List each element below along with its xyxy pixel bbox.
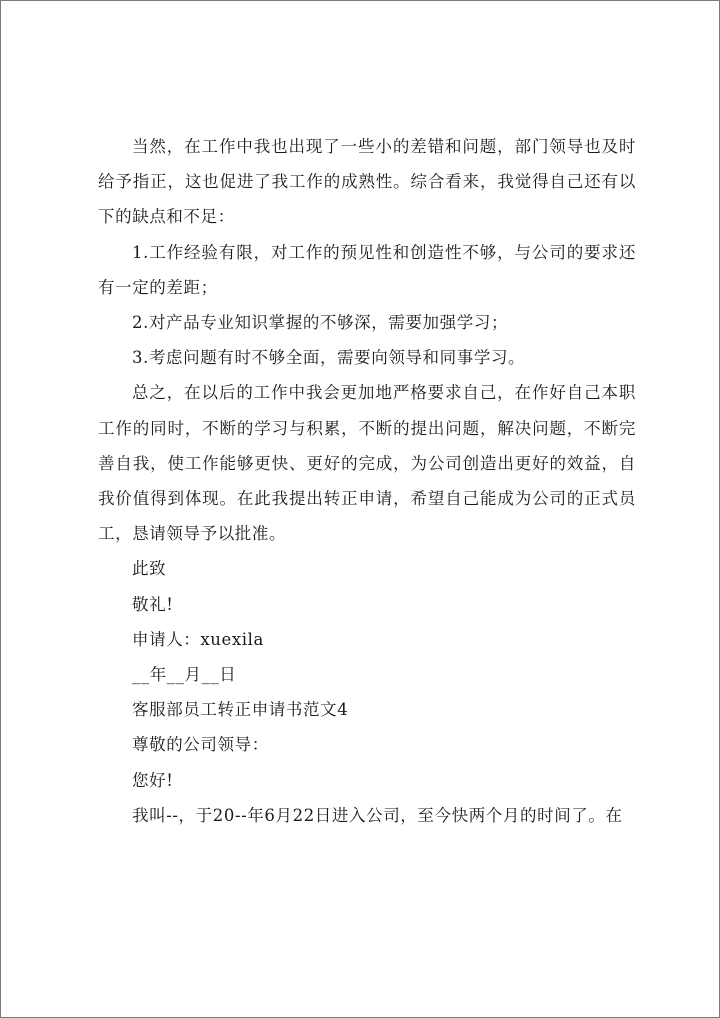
greeting-text: 您好! xyxy=(132,770,174,790)
document-body xyxy=(98,129,636,833)
list-item-2: 2.对产品专业知识掌握的不够深，需要加强学习； xyxy=(132,313,509,333)
greeting-recipient: 尊敬的公司领导： xyxy=(132,735,269,755)
paragraph-intro-start: 我叫--，于20--年6月22日进入公司，至今快两个月的时间了。在 xyxy=(132,805,623,825)
closing-text: 此致 xyxy=(132,559,167,579)
date-line: __年__月__日 xyxy=(132,665,237,685)
salute-text: 敬礼! xyxy=(132,594,174,614)
list-item-3: 3.考虑问题有时不够全面，需要向领导和同事学习。 xyxy=(132,348,526,368)
applicant-line: 申请人：xuexila xyxy=(132,629,264,649)
section-title: 客服部员工转正申请书范文4 xyxy=(132,700,349,720)
paragraph-shortcomings-intro: 当然，在工作中我也出现了一些小的差错和问题，部门领导也及时给予指正，这也促进了我工作的成熟性。综合看来，我觉得自己还有以下的缺点和不足： xyxy=(98,137,636,227)
list-item-1: 1.工作经验有限，对工作的预见性和创造性不够，与公司的要求还有一定的差距； xyxy=(98,242,636,297)
paragraph-conclusion: 总之，在以后的工作中我会更加地严格要求自己，在作好自己本职工作的同时，不断的学习与积累，不断的提出问题，解决问题，不断完善自我，使工作能够更快、更好的完成，为公司创造出更好的效益，自我价值得到体现。在此我提出转正申请，希望自己能成为公司的正式员工，恳请领导予以批准。 xyxy=(98,383,636,544)
